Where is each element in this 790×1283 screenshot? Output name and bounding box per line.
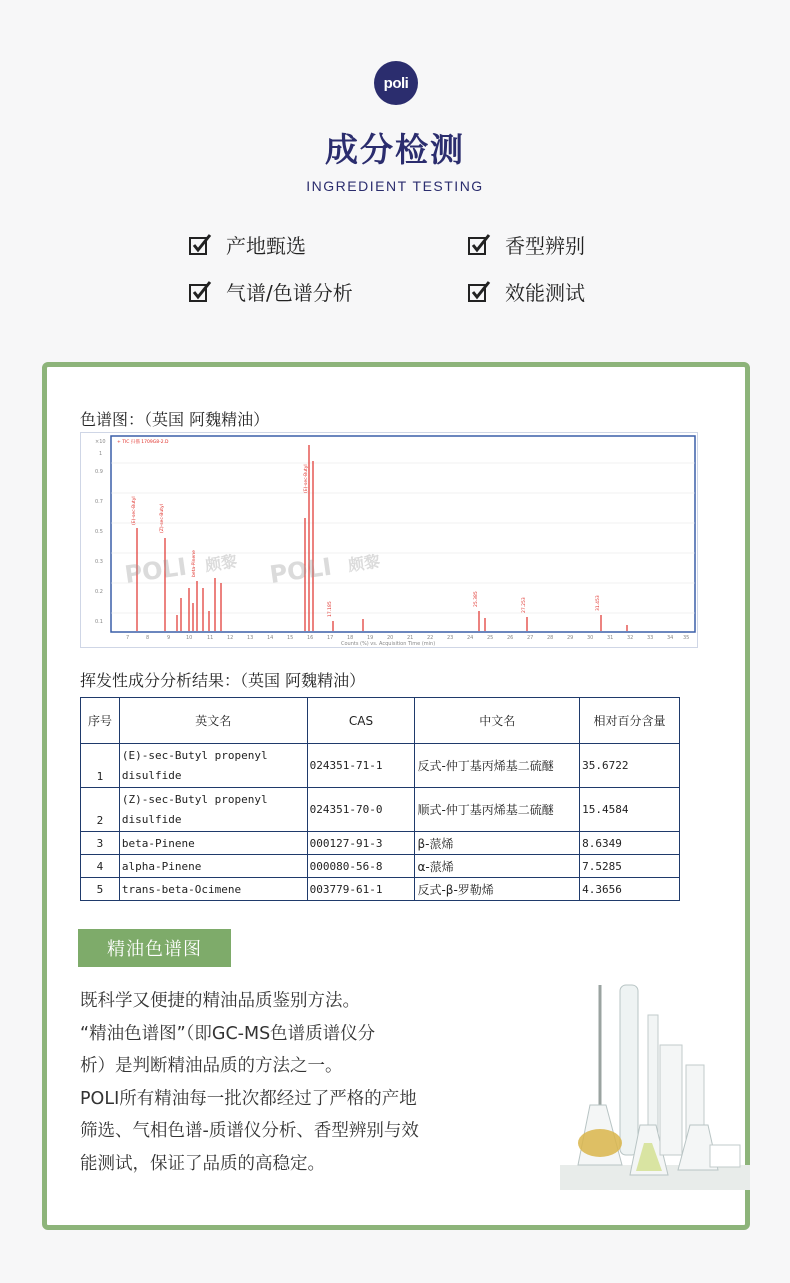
cell-pct: 8.6349: [580, 832, 680, 855]
svg-text:10: 10: [186, 635, 193, 641]
checkbox-icon: [188, 233, 212, 257]
page-title: 成分检测: [325, 130, 465, 169]
svg-text:28: 28: [547, 635, 554, 641]
svg-text:9: 9: [167, 635, 171, 641]
cell-cas: 000127-91-3: [307, 832, 415, 855]
svg-text:25: 25: [487, 635, 494, 641]
svg-text:beta-Pinene: beta-Pinene: [192, 550, 197, 577]
cell-en: alpha-Pinene: [119, 855, 307, 878]
svg-text:32: 32: [627, 635, 634, 641]
cell-pct: 15.4584: [580, 788, 680, 832]
svg-text:1: 1: [99, 451, 103, 457]
cell-pct: 7.5285: [580, 855, 680, 878]
svg-text:0.3: 0.3: [95, 559, 103, 565]
svg-text:20: 20: [387, 635, 394, 641]
svg-text:27.253: 27.253: [522, 597, 527, 613]
cell-cn: 顺式-仲丁基丙烯基二硫醚: [415, 788, 580, 832]
watermark-brand: POLI: [267, 552, 334, 589]
svg-text:33: 33: [647, 635, 654, 641]
svg-text:0.1: 0.1: [95, 619, 103, 625]
cell-no: 3: [81, 832, 120, 855]
table-row: [81, 832, 680, 855]
analysis-label: 挥发性成分分析结果：（英国 阿魏精油）: [80, 671, 366, 690]
cell-en-line2: disulfide: [121, 768, 182, 782]
feature-label: 香型辨别: [505, 234, 585, 258]
svg-text:(Z)-sec-Butyl: (Z)-sec-Butyl: [160, 504, 165, 533]
feature-label: 产地甄选: [226, 234, 306, 258]
cell-en: [119, 744, 307, 788]
cell-en: beta-Pinene: [119, 832, 307, 855]
cell-cn: β-蒎烯: [415, 832, 580, 855]
cell-en: trans-beta-Ocimene: [119, 878, 307, 901]
svg-text:7: 7: [126, 635, 130, 641]
feature-label: 气谱/色谱分析: [226, 281, 353, 305]
svg-text:11: 11: [207, 635, 214, 641]
svg-text:27: 27: [527, 635, 534, 641]
cell-pct: 35.6722: [580, 744, 680, 788]
col-header-pct: 相对百分含量: [580, 698, 680, 744]
feature-efficacy: [467, 277, 585, 306]
svg-text:31.453: 31.453: [596, 595, 601, 611]
svg-text:35: 35: [683, 635, 690, 641]
svg-text:0.5: 0.5: [95, 529, 103, 535]
poli-logo: poli: [374, 61, 418, 105]
svg-text:16: 16: [307, 635, 314, 641]
svg-text:23: 23: [447, 635, 454, 641]
svg-text:+ TIC 扫描 1709G8-2.D: + TIC 扫描 1709G8-2.D: [117, 440, 169, 445]
desc-line: “精油色谱图”（即GC-MS色谱质谱仪分: [80, 1023, 376, 1044]
feature-origin: [188, 230, 306, 259]
analysis-table: [80, 697, 680, 901]
table-row: [81, 788, 680, 832]
desc-line: 筛选、气相色谱-质谱仪分析、香型辨别与效: [80, 1121, 419, 1141]
page-subtitle: INGREDIENT TESTING: [306, 178, 484, 194]
table-row: [81, 855, 680, 878]
svg-text:31: 31: [607, 635, 614, 641]
cell-no: 4: [81, 855, 120, 878]
svg-text:17: 17: [327, 635, 334, 641]
cell-cas: 003779-61-1: [307, 878, 415, 901]
svg-text:8: 8: [146, 635, 150, 641]
chromatogram-plot: [81, 433, 697, 647]
cell-en: [119, 788, 307, 832]
svg-text:30: 30: [587, 635, 594, 641]
checkbox-icon: [188, 280, 212, 304]
col-header-cn: 中文名: [415, 698, 580, 744]
svg-text:34: 34: [667, 635, 674, 641]
checkbox-icon: [467, 280, 491, 304]
table-header-row: [81, 698, 680, 744]
lab-glassware-image: [560, 975, 750, 1190]
feature-label: 效能测试: [505, 281, 585, 305]
svg-text:26: 26: [507, 635, 514, 641]
feature-aroma: [467, 230, 585, 259]
watermark-brand: POLI: [122, 552, 189, 589]
cell-no: 2: [81, 788, 120, 832]
svg-text:Counts (%) vs. Acquisition Tim: Counts (%) vs. Acquisition Time (min): [341, 641, 436, 647]
svg-text:13: 13: [247, 635, 254, 641]
cell-cn: α-蒎烯: [415, 855, 580, 878]
svg-text:14: 14: [267, 635, 274, 641]
cell-cn: 反式-仲丁基丙烯基二硫醚: [415, 744, 580, 788]
cell-en-line1: (Z)-sec-Butyl propenyl: [121, 792, 268, 806]
cell-no: 1: [81, 744, 120, 788]
col-header-cas: CAS: [307, 698, 415, 744]
svg-text:0.7: 0.7: [95, 499, 103, 505]
desc-line: 既科学又便捷的精油品质鉴别方法。: [80, 991, 360, 1011]
svg-text:18: 18: [347, 635, 354, 641]
svg-text:15: 15: [287, 635, 294, 641]
svg-text:29: 29: [567, 635, 574, 641]
chromatogram-image: [80, 432, 698, 648]
svg-text:12: 12: [227, 635, 234, 641]
checkbox-icon: [467, 233, 491, 257]
watermark-cn: 颇黎: [346, 551, 382, 575]
col-header-no: 序号: [81, 698, 120, 744]
feature-gc: [188, 277, 353, 306]
desc-line: POLI所有精油每一批次都经过了严格的产地: [80, 1088, 417, 1109]
svg-text:21: 21: [407, 635, 414, 641]
cell-cas: 000080-56-8: [307, 855, 415, 878]
table-row: [81, 744, 680, 788]
svg-text:(E)-sec-Butyl: (E)-sec-Butyl: [304, 464, 309, 493]
svg-text:24: 24: [467, 635, 474, 641]
desc-line: 能测试，保证了品质的高稳定。: [80, 1153, 325, 1174]
cell-cas: 024351-71-1: [307, 744, 415, 788]
table-row: [81, 878, 680, 901]
watermark-cn: 颇黎: [203, 551, 239, 575]
svg-text:×10: ×10: [95, 439, 106, 445]
section-tag: 精油色谱图: [78, 929, 231, 967]
svg-text:0.2: 0.2: [95, 589, 103, 595]
cell-cas: 024351-70-0: [307, 788, 415, 832]
cell-en-line2: disulfide: [121, 812, 182, 826]
desc-line: 析）是判断精油品质的方法之一。: [80, 1056, 343, 1076]
svg-text:19: 19: [367, 635, 374, 641]
svg-text:17.185: 17.185: [328, 601, 333, 617]
svg-text:0.9: 0.9: [95, 469, 103, 475]
cell-pct: 4.3656: [580, 878, 680, 901]
svg-text:22: 22: [427, 635, 434, 641]
col-header-en: 英文名: [119, 698, 307, 744]
svg-text:(E)-sec-Butyl: (E)-sec-Butyl: [132, 496, 137, 525]
cell-cn: 反式-β-罗勒烯: [415, 878, 580, 901]
svg-text:25.385: 25.385: [474, 591, 479, 607]
cell-en-line1: (E)-sec-Butyl propenyl: [121, 748, 268, 762]
section-description: [80, 985, 500, 1180]
cell-no: 5: [81, 878, 120, 901]
chromatogram-label: 色谱图：（英国 阿魏精油）: [80, 410, 270, 429]
